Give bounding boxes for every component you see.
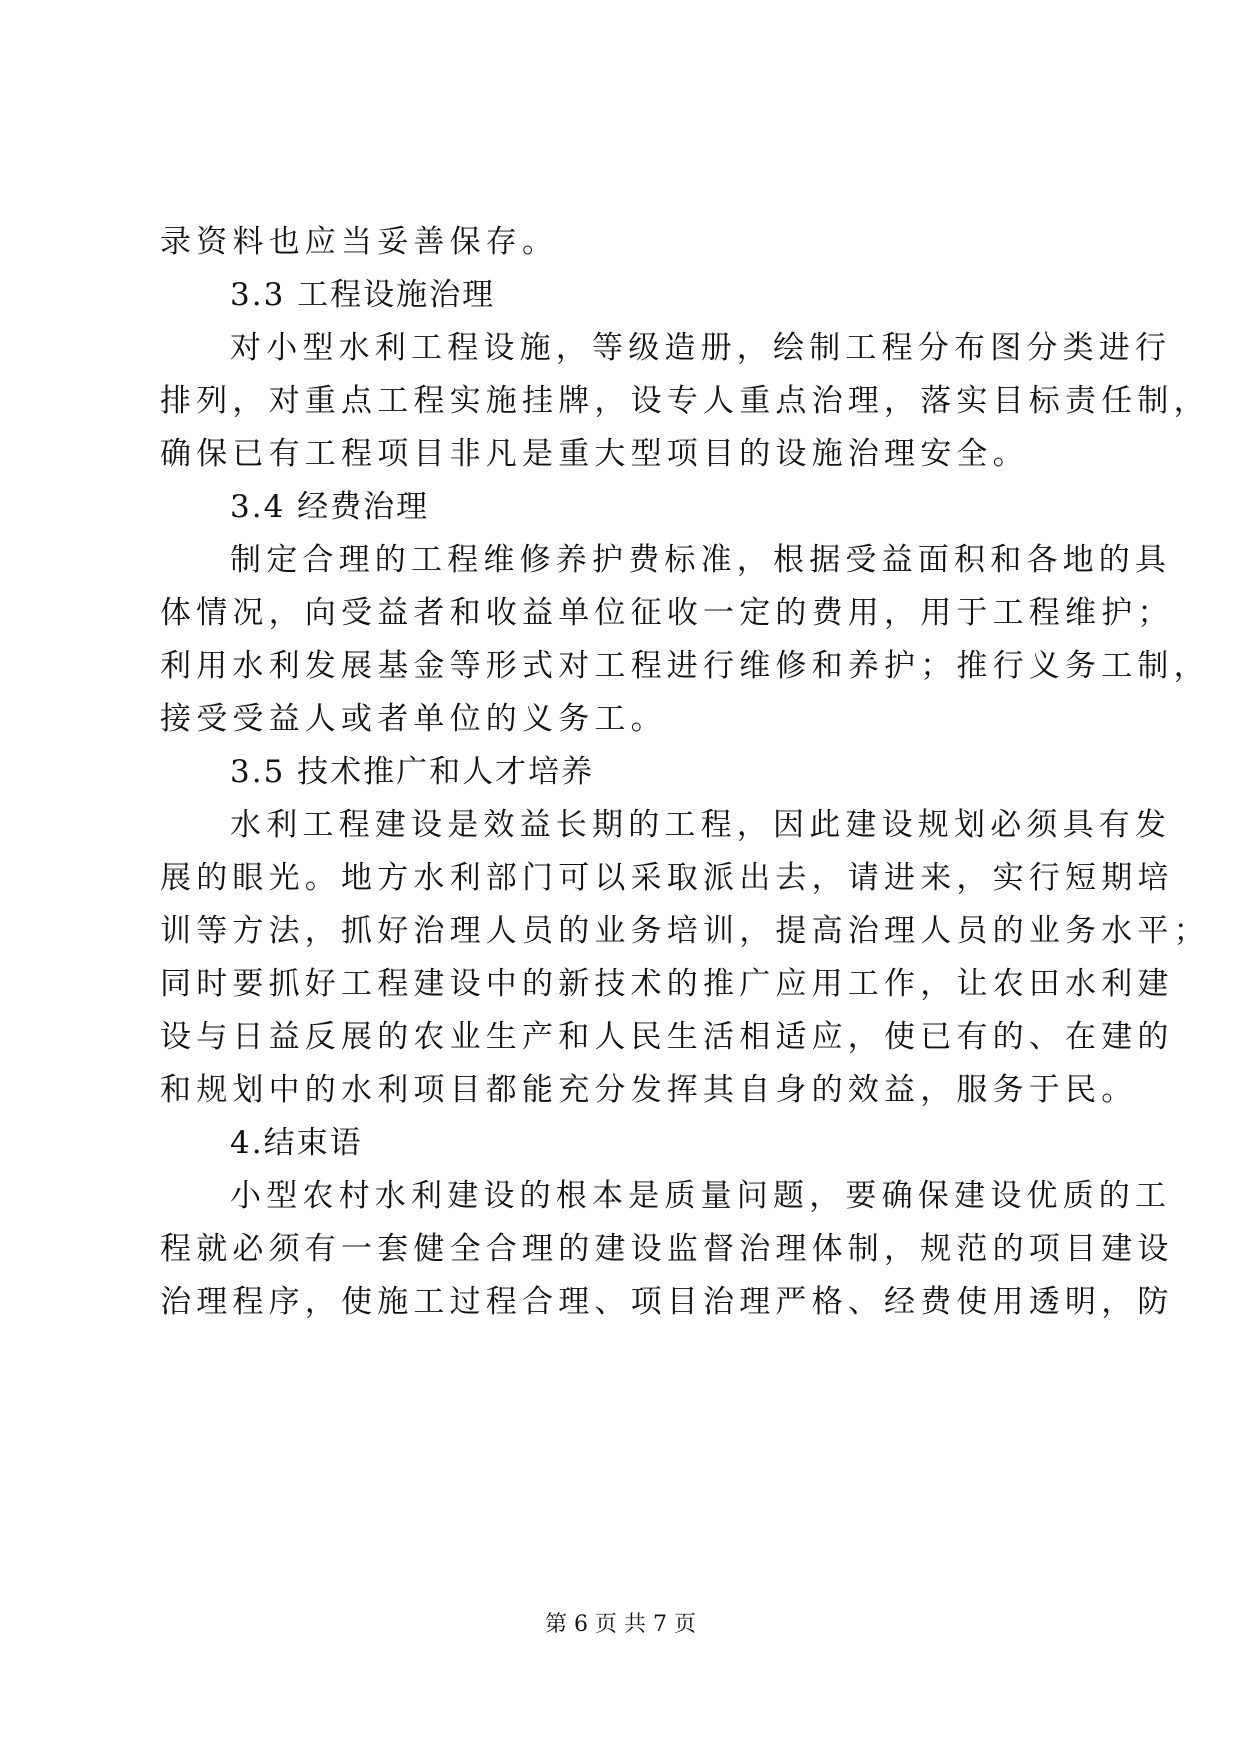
section-heading-3-5: 3.5 技术推广和人才培养 [230,754,595,790]
paragraph-line: 录资料也应当妥善保存。 [160,224,559,260]
paragraph-line: 利用水利发展基金等形式对工程进行维修和养护；推行义务工制， [160,648,1210,684]
paragraph-line: 小型农村水利建设的根本是质量问题，要确保建设优质的工 [230,1178,1172,1214]
paragraph-line: 训等方法，抓好治理人员的业务培训，提高治理人员的业务水平； [160,913,1210,949]
paragraph-line: 体情况，向受益者和收益单位征收一定的费用，用于工程维护； [160,595,1174,631]
paragraph-line: 排列，对重点工程实施挂牌，设专人重点治理，落实目标责任制， [160,383,1210,419]
paragraph-line: 水利工程建设是效益长期的工程，因此建设规划必须具有发 [230,807,1172,843]
paragraph-line: 确保已有工程项目非凡是重大型项目的设施治理安全。 [160,436,1029,472]
paragraph-line: 治理程序，使施工过程合理、项目治理严格、经费使用透明，防 [160,1284,1174,1320]
paragraph-line: 同时要抓好工程建设中的新技术的推广应用工作，让农田水利建 [160,966,1174,1002]
section-heading-4: 4.结束语 [230,1125,363,1161]
paragraph-line: 对小型水利工程设施，等级造册，绘制工程分布图分类进行 [230,330,1172,366]
paragraph-line: 程就必须有一套健全合理的建设监督治理体制，规范的项目建设 [160,1231,1174,1267]
paragraph-line: 接受受益人或者单位的义务工。 [160,701,667,737]
section-heading-3-3: 3.3 工程设施治理 [230,277,496,313]
page-number-label: 第 6 页 共 7 页 [545,1612,696,1637]
paragraph-line: 设与日益反展的农业生产和人民生活相适应，使已有的、在建的 [160,1019,1174,1055]
section-heading-3-4: 3.4 经费治理 [230,489,430,525]
paragraph-line: 和规划中的水利项目都能充分发挥其自身的效益，服务于民。 [160,1072,1138,1108]
paragraph-line: 制定合理的工程维修养护费标准，根据受益面积和各地的具 [230,542,1172,578]
paragraph-line: 展的眼光。地方水利部门可以采取派出去，请进来，实行短期培 [160,860,1174,896]
page-footer [0,1611,1241,1639]
